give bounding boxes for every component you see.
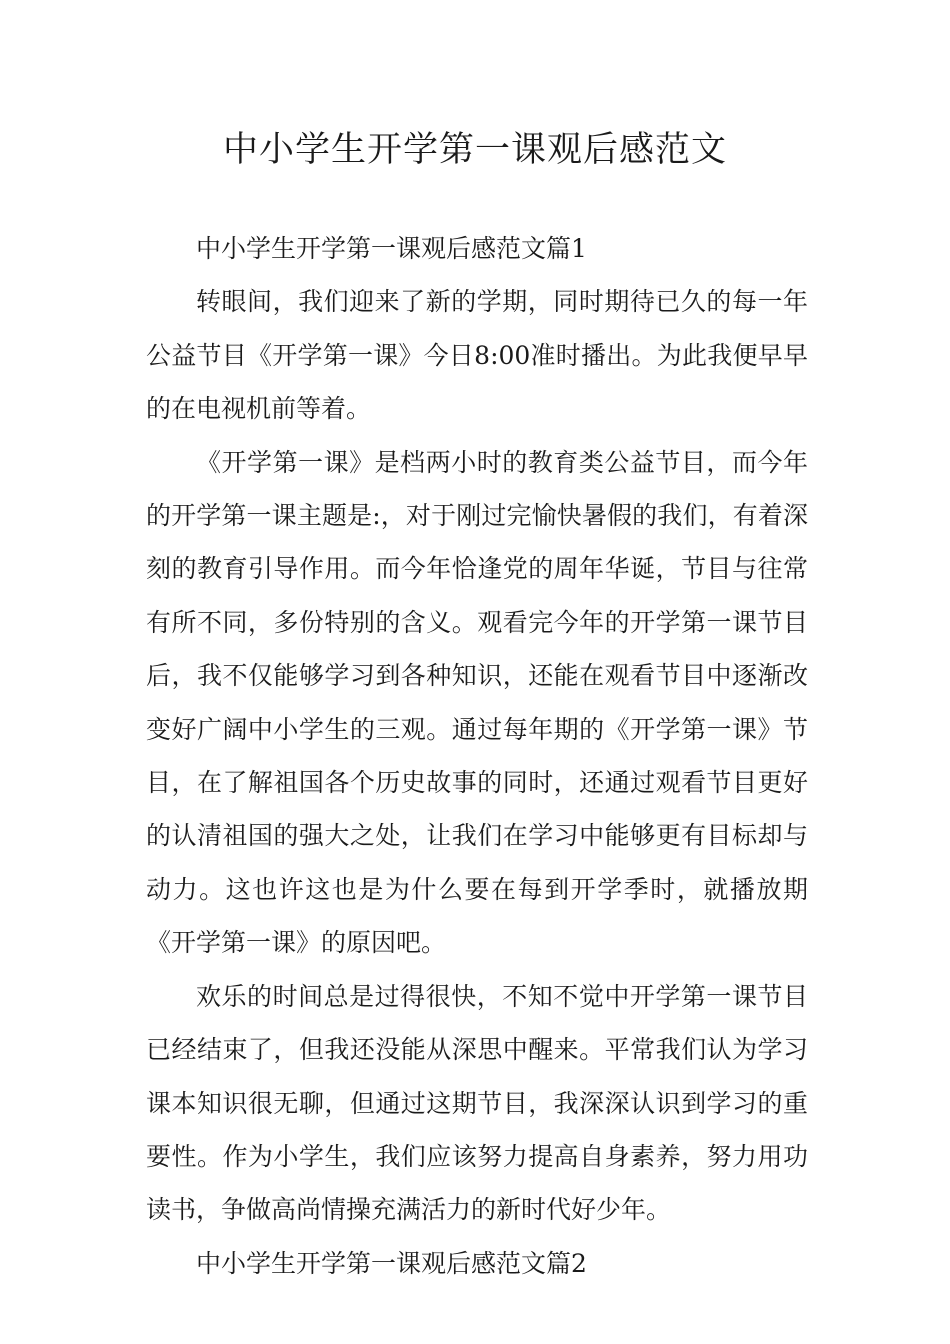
paragraph-1: 转眼间，我们迎来了新的学期，同时期待已久的每一年公益节目《开学第一课》今日8:00准时播出。为此我便早早的在电视机前等着。	[146, 287, 808, 424]
paragraph-2: 《开学第一课》是档两小时的教育类公益节目，而今年的开学第一课主题是:，对于刚过完愉快暑假的我们，有着深刻的教育引导作用。而今年恰逢党的周年华诞，节目与往常有所不同，多份特别的含义。观看完今年的开学第一课节目后，我不仅能够学习到各种知识，还能在观看节目中逐渐改变好广阔中小学生的三观。通过每年期的《开学第一课》节目，在了解祖国各个历史故事的同时，还通过观看节目更好的认清祖国的强大之处，让我们在学习中能够更有目标却与动力。这也许这也是为什么要在每到开学季时，就播放期《开学第一课》的原因吧。	[146, 447, 808, 958]
section-heading-1: 中小学生开学第一课观后感范文篇1	[196, 234, 587, 263]
paragraph-3: 欢乐的时间总是过得很快，不知不觉中开学第一课节目已经结束了，但我还没能从深思中醒来。平常我们认为学习课本知识很无聊，但通过这期节目，我深深认识到学习的重要性。作为小学生，我们应该努力提高自身素养，努力用功读书，争做高尚情操充满活力的新时代好少年。	[146, 981, 808, 1225]
document-title: 中小学生开学第一课观后感范文	[222, 130, 727, 170]
document-body	[146, 222, 808, 1290]
section-heading-2: 中小学生开学第一课观后感范文篇2	[196, 1248, 587, 1278]
